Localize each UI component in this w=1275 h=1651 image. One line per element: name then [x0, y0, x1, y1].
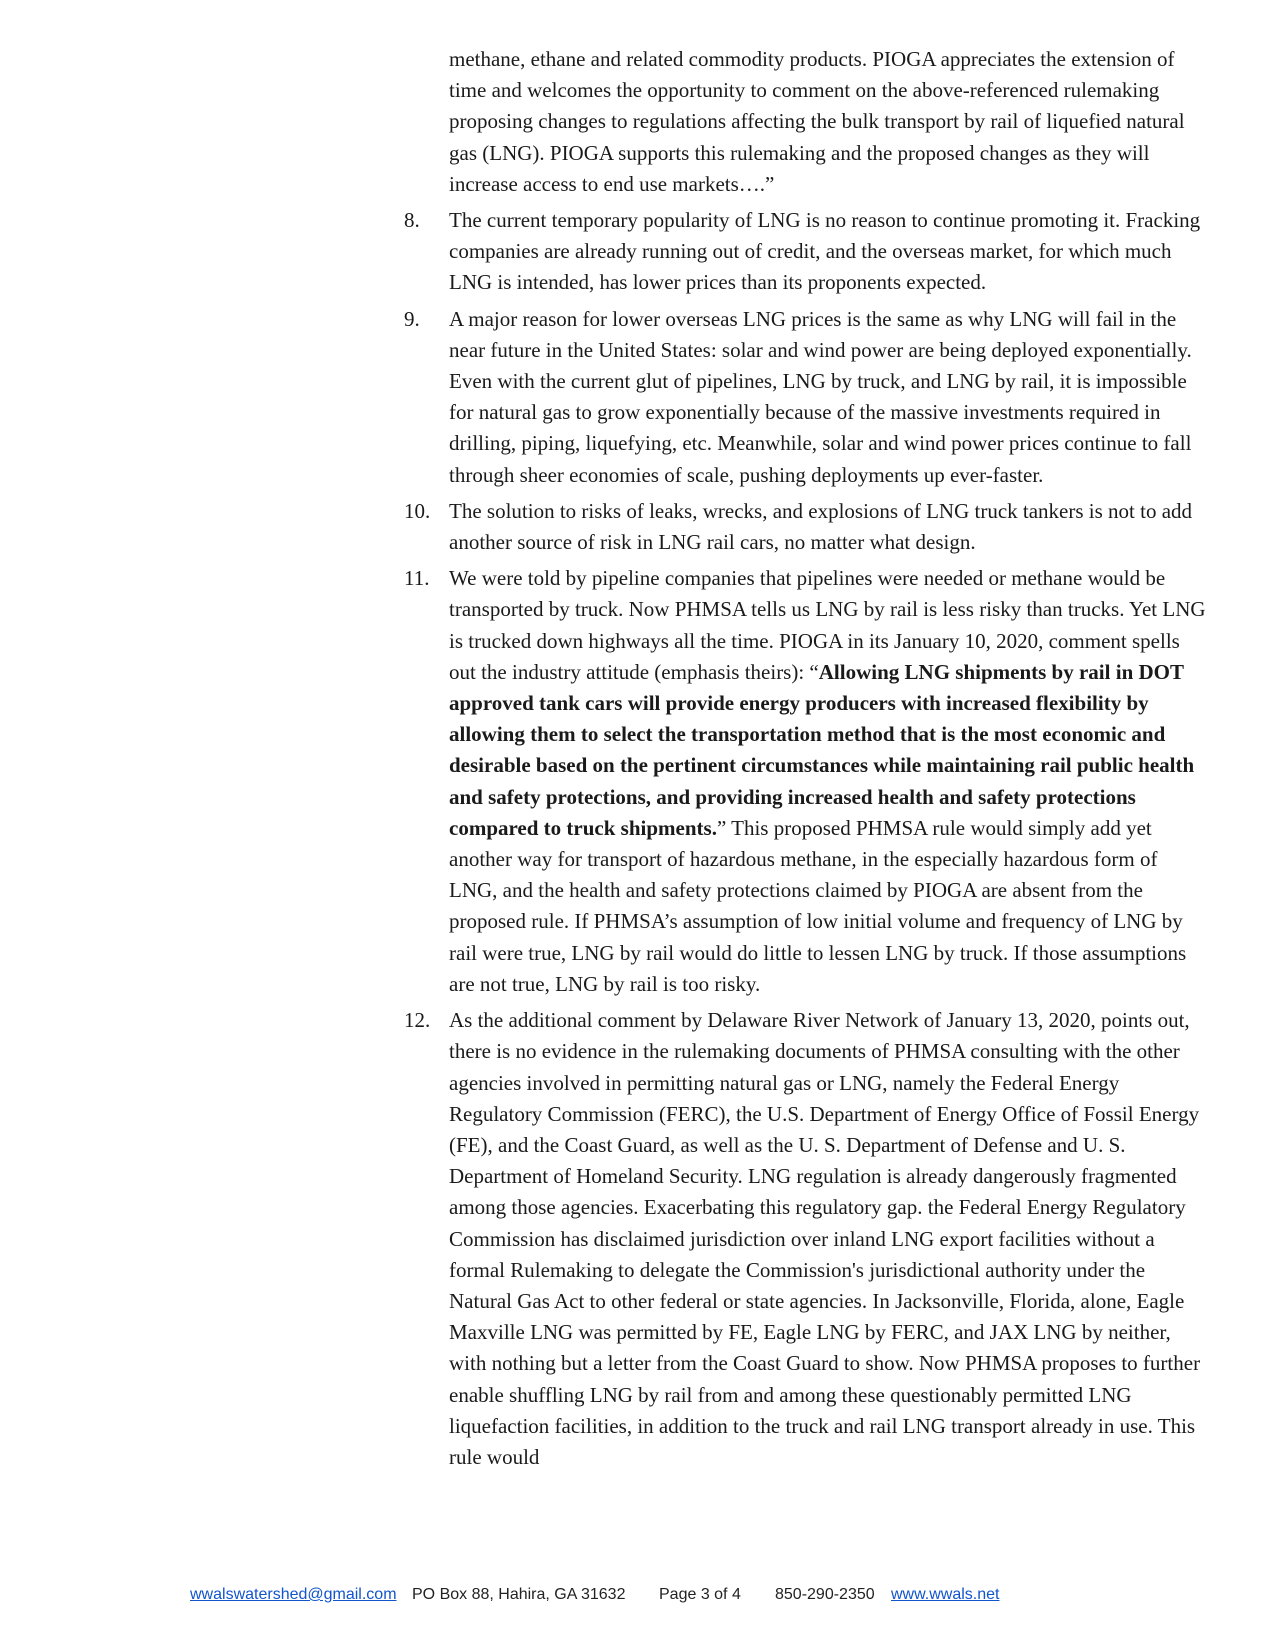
list-item-text: As the additional comment by Delaware River Network of January 13, 2020, points out, there is no evidence in the rulemaking documents of PHMSA consulting with the other agencies involved in permitting natural gas or LNG, namely the Federal Energy Regulatory Commission (FERC), the U.S. Department of Energy Office of Fossil Energy (FE), and the Coast Guard, as well as the U. S. Department of Defense and U. S. Department of Homeland Security. LNG regulation is already dangerously fragmented among those agencies. Exacerbating this regulatory gap. the Federal Energy Regulatory Commission has disclaimed jurisdiction over inland LNG export facilities without a formal Rulemaking to delegate the Commission's jurisdictional authority under the Natural Gas Act to other federal or state agencies. In Jacksonville, Florida, alone, Eagle Maxville LNG was permitted by FE, Eagle LNG by FERC, and JAX LNG by neither, with nothing but a letter from the Coast Guard to show. Now PHMSA proposes to further enable shuffling LNG by rail from and among these questionably permitted LNG liquefaction facilities, in addition to the truck and rail LNG transport already in use. This rule would — [449, 1008, 1201, 1469]
list-item-10 — [404, 496, 1209, 558]
list-item-9 — [404, 304, 1209, 491]
footer-phone: 850-290-2350 — [775, 1586, 875, 1603]
pioga-quote-bold: Allowing LNG shipments by rail in DOT approved tank cars will provide energy producers with increased flexibility by allowing them to select the transportation method that is the most economic and desirable based on the pertinent circumstances while maintaining rail public health and safety protections, and providing increased health and safety protections compared to truck shipments. — [449, 659, 1195, 840]
list-item-number: 12. — [404, 1008, 431, 1033]
list-item-12 — [404, 1005, 1209, 1473]
footer-address: PO Box 88, Hahira, GA 31632 — [412, 1586, 626, 1603]
footer-email-link[interactable]: wwalswatershed@gmail.com — [190, 1586, 397, 1603]
list-item-8 — [404, 205, 1209, 299]
list-item-number: 9. — [404, 306, 420, 331]
list-item-11 — [404, 563, 1209, 1000]
list-item-number: 10. — [404, 498, 431, 523]
list-item-text: A major reason for lower overseas LNG prices is the same as why LNG will fail in the near future in the United States: solar and wind power are being deployed exponentially. Even with the current glut of pipelines, LNG by truck, and LNG by rail, it is impossible for natural gas to grow exponentially because of the massive investments required in drilling, piping, liquefying, etc. Meanwhile, solar and wind power prices continue to fall through sheer economies of scale, pushing deployments up ever-faster. — [449, 306, 1192, 487]
document-body — [404, 44, 1209, 1478]
list-item-text: The solution to risks of leaks, wrecks, and explosions of LNG truck tankers is not to add another source of risk in LNG rail cars, no matter what design. — [449, 498, 1193, 555]
list-item-text: The current temporary popularity of LNG is no reason to continue promoting it. Fracking companies are already running out of credit, and the overseas market, for which much LNG is intended, has lower prices than its proponents expected. — [449, 208, 1201, 295]
item-text-after-quote: ” This proposed PHMSA rule would simply add yet another way for transport of hazardous methane, in the especially hazardous form of LNG, and the health and safety protections claimed by PIOGA are absent from the proposed rule. If PHMSA’s assumption of low initial volume and frequency of LNG by rail were true, LNG by rail would do little to lessen LNG by truck. If those assumptions are not true, LNG by rail is too risky. — [449, 815, 1187, 996]
item-text-before-quote: We were told by pipeline companies that pipelines were needed or methane would be transported by truck. Now PHMSA tells us LNG by rail is less risky than trucks. Yet LNG is trucked down highways all the time. PIOGA in its January 10, 2020, comment spells out the industry attitude (emphasis theirs): “ — [449, 566, 1206, 684]
list-item-number: 11. — [404, 566, 430, 591]
list-item-number: 8. — [404, 208, 420, 233]
list-item-text — [449, 563, 1209, 1000]
footer-website-link[interactable]: www.wwals.net — [891, 1586, 1000, 1603]
continuation-paragraph: methane, ethane and related commodity products. PIOGA appreciates the extension of time and welcomes the opportunity to comment on the above-referenced rulemaking proposing changes to regulations affecting the bulk transport by rail of liquefied natural gas (LNG). PIOGA supports this rulemaking and the proposed changes as they will increase access to end use markets….” — [449, 47, 1185, 196]
footer-page-number: Page 3 of 4 — [659, 1586, 741, 1603]
